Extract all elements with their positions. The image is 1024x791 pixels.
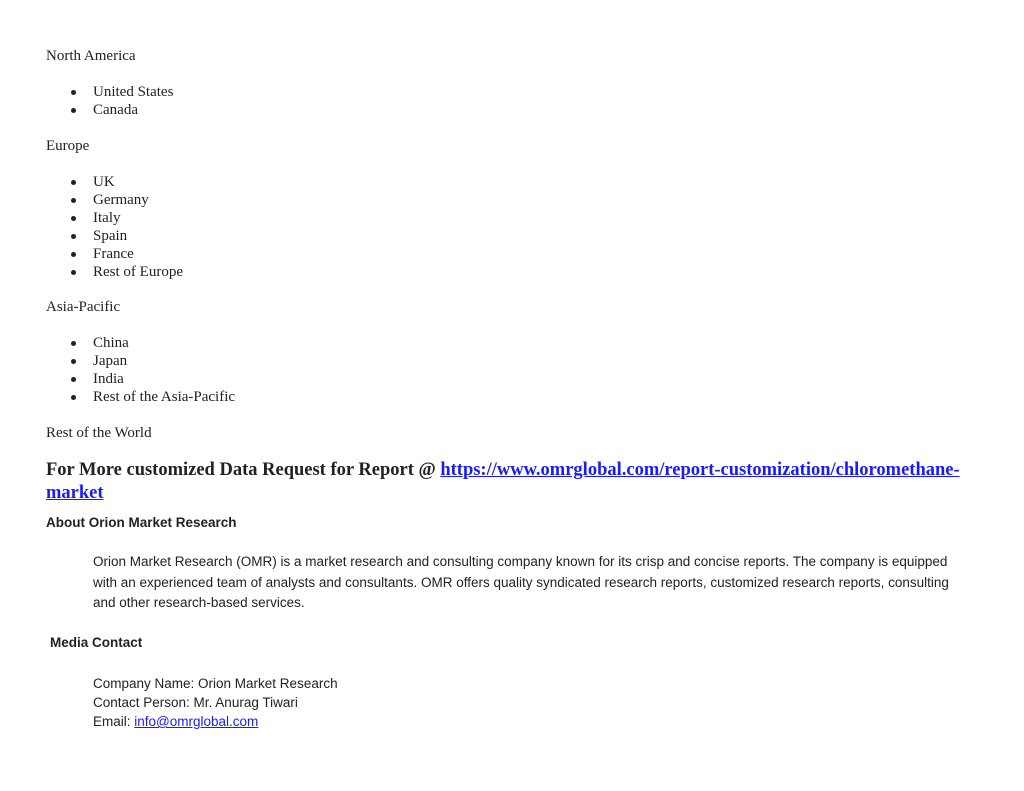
list-item: France	[46, 245, 183, 263]
country-list-europe	[46, 173, 183, 281]
list-item: Rest of Europe	[46, 263, 183, 281]
list-item: UK	[46, 173, 183, 191]
cta-text: For More customized Data Request for Report @	[46, 460, 441, 480]
list-item: Canada	[46, 101, 173, 119]
region-heading-asia-pacific: Asia-Pacific	[46, 299, 121, 315]
list-item: Italy	[46, 209, 183, 227]
report-customization-link[interactable]: https://www.omrglobal.com/report-customization/chloromethane-market	[46, 460, 960, 503]
company-name: Company Name: Orion Market Research	[93, 676, 338, 691]
list-item: United States	[46, 83, 173, 101]
list-item: China	[46, 334, 235, 352]
region-heading-rest-of-world: Rest of the World	[46, 425, 152, 441]
media-contact-details	[93, 674, 338, 731]
region-heading-north-america: North America	[46, 48, 136, 64]
about-heading: About Orion Market Research	[46, 515, 237, 530]
list-item: Rest of the Asia-Pacific	[46, 388, 235, 406]
country-list-north-america	[46, 83, 173, 119]
media-contact-heading: Media Contact	[50, 635, 143, 650]
customization-request-line	[46, 459, 966, 505]
country-list-asia-pacific	[46, 334, 235, 406]
list-item: Japan	[46, 352, 235, 370]
contact-person: Contact Person: Mr. Anurag Tiwari	[93, 695, 298, 710]
list-item: India	[46, 370, 235, 388]
email-label: Email:	[93, 714, 135, 729]
about-body: Orion Market Research (OMR) is a market research and consulting company known for its crisp and concise reports. The company is equipped with an experienced team of analysts and consultants. OMR offers quality syndicated research reports, customized research reports, consulting and other research-based services.	[93, 554, 949, 610]
list-item: Spain	[46, 227, 183, 245]
region-heading-europe: Europe	[46, 138, 90, 154]
email-link[interactable]: info@omrglobal.com	[134, 714, 259, 729]
list-item: Germany	[46, 191, 183, 209]
email-line	[93, 712, 338, 731]
